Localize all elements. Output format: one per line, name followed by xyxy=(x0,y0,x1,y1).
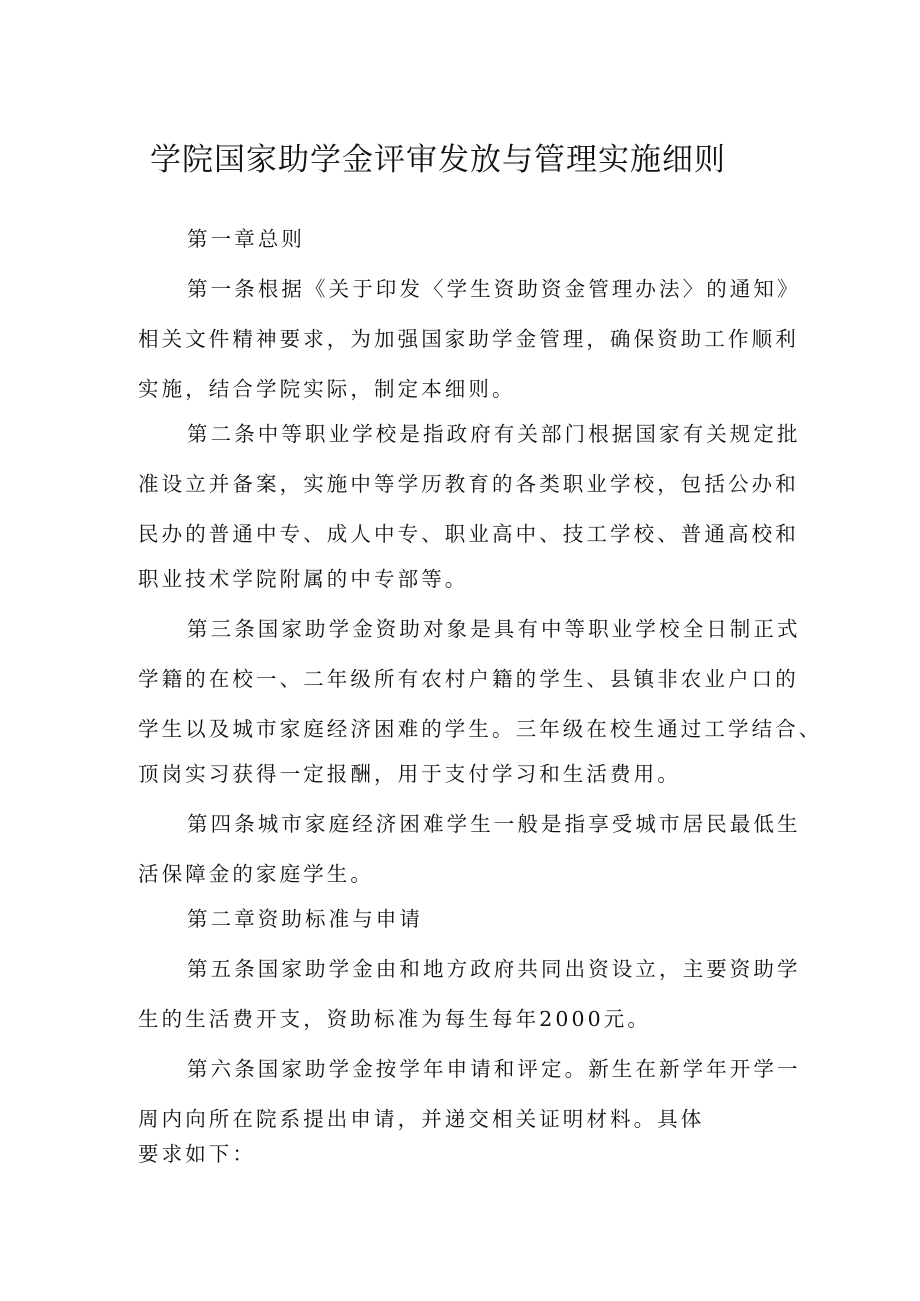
article-4-line-1: 第四条城市家庭经济困难学生一般是指享受城市居民最低生 xyxy=(187,812,801,836)
chapter-1-heading: 第一章总则 xyxy=(187,227,305,251)
chapter-2-heading: 第二章资助标准与申请 xyxy=(187,907,423,931)
article-6-line-1: 第六条国家助学金按学年申请和评定。新生在新学年开学一 xyxy=(187,1057,801,1081)
article-6-line-2: 周内向所在院系提出申请，并递交相关证明材料。具体 xyxy=(138,1107,705,1131)
article-4-line-2: 活保障金的家庭学生。 xyxy=(138,862,374,886)
article-6-line-3: 要求如下： xyxy=(138,1142,256,1166)
article-1-line-1: 第一条根据《关于印发〈学生资助资金管理办法〉的通知》 xyxy=(187,277,801,301)
article-3-line-4: 顶岗实习获得一定报酬，用于支付学习和生活费用。 xyxy=(138,762,681,786)
article-2-line-1: 第二条中等职业学校是指政府有关部门根据国家有关规定批 xyxy=(187,422,801,446)
article-5-line-1: 第五条国家助学金由和地方政府共同出资设立，主要资助学 xyxy=(187,957,801,981)
article-1-line-3: 实施，结合学院实际，制定本细则。 xyxy=(138,377,516,401)
article-2-line-2: 准设立并备案，实施中等学历教育的各类职业学校，包括公办和 xyxy=(138,472,799,496)
article-2-line-3: 民办的普通中专、成人中专、职业高中、技工学校、普通高校和 xyxy=(138,522,799,546)
article-1-line-2: 相关文件精神要求，为加强国家助学金管理，确保资助工作顺利 xyxy=(138,327,799,351)
document-title: 学院国家助学金评审发放与管理实施细则 xyxy=(150,142,726,178)
article-3-line-1: 第三条国家助学金资助对象是具有中等职业学校全日制正式 xyxy=(187,617,801,641)
article-3-line-2: 学籍的在校一、二年级所有农村户籍的学生、县镇非农业户口的 xyxy=(138,667,799,691)
article-3-line-3: 学生以及城市家庭经济困难的学生。三年级在校生通过工学结合、 xyxy=(138,717,823,741)
article-2-line-4: 职业技术学院附属的中专部等。 xyxy=(138,567,469,591)
article-5-line-2: 生的生活费开支，资助标准为每生每年2000元。 xyxy=(138,1007,651,1031)
